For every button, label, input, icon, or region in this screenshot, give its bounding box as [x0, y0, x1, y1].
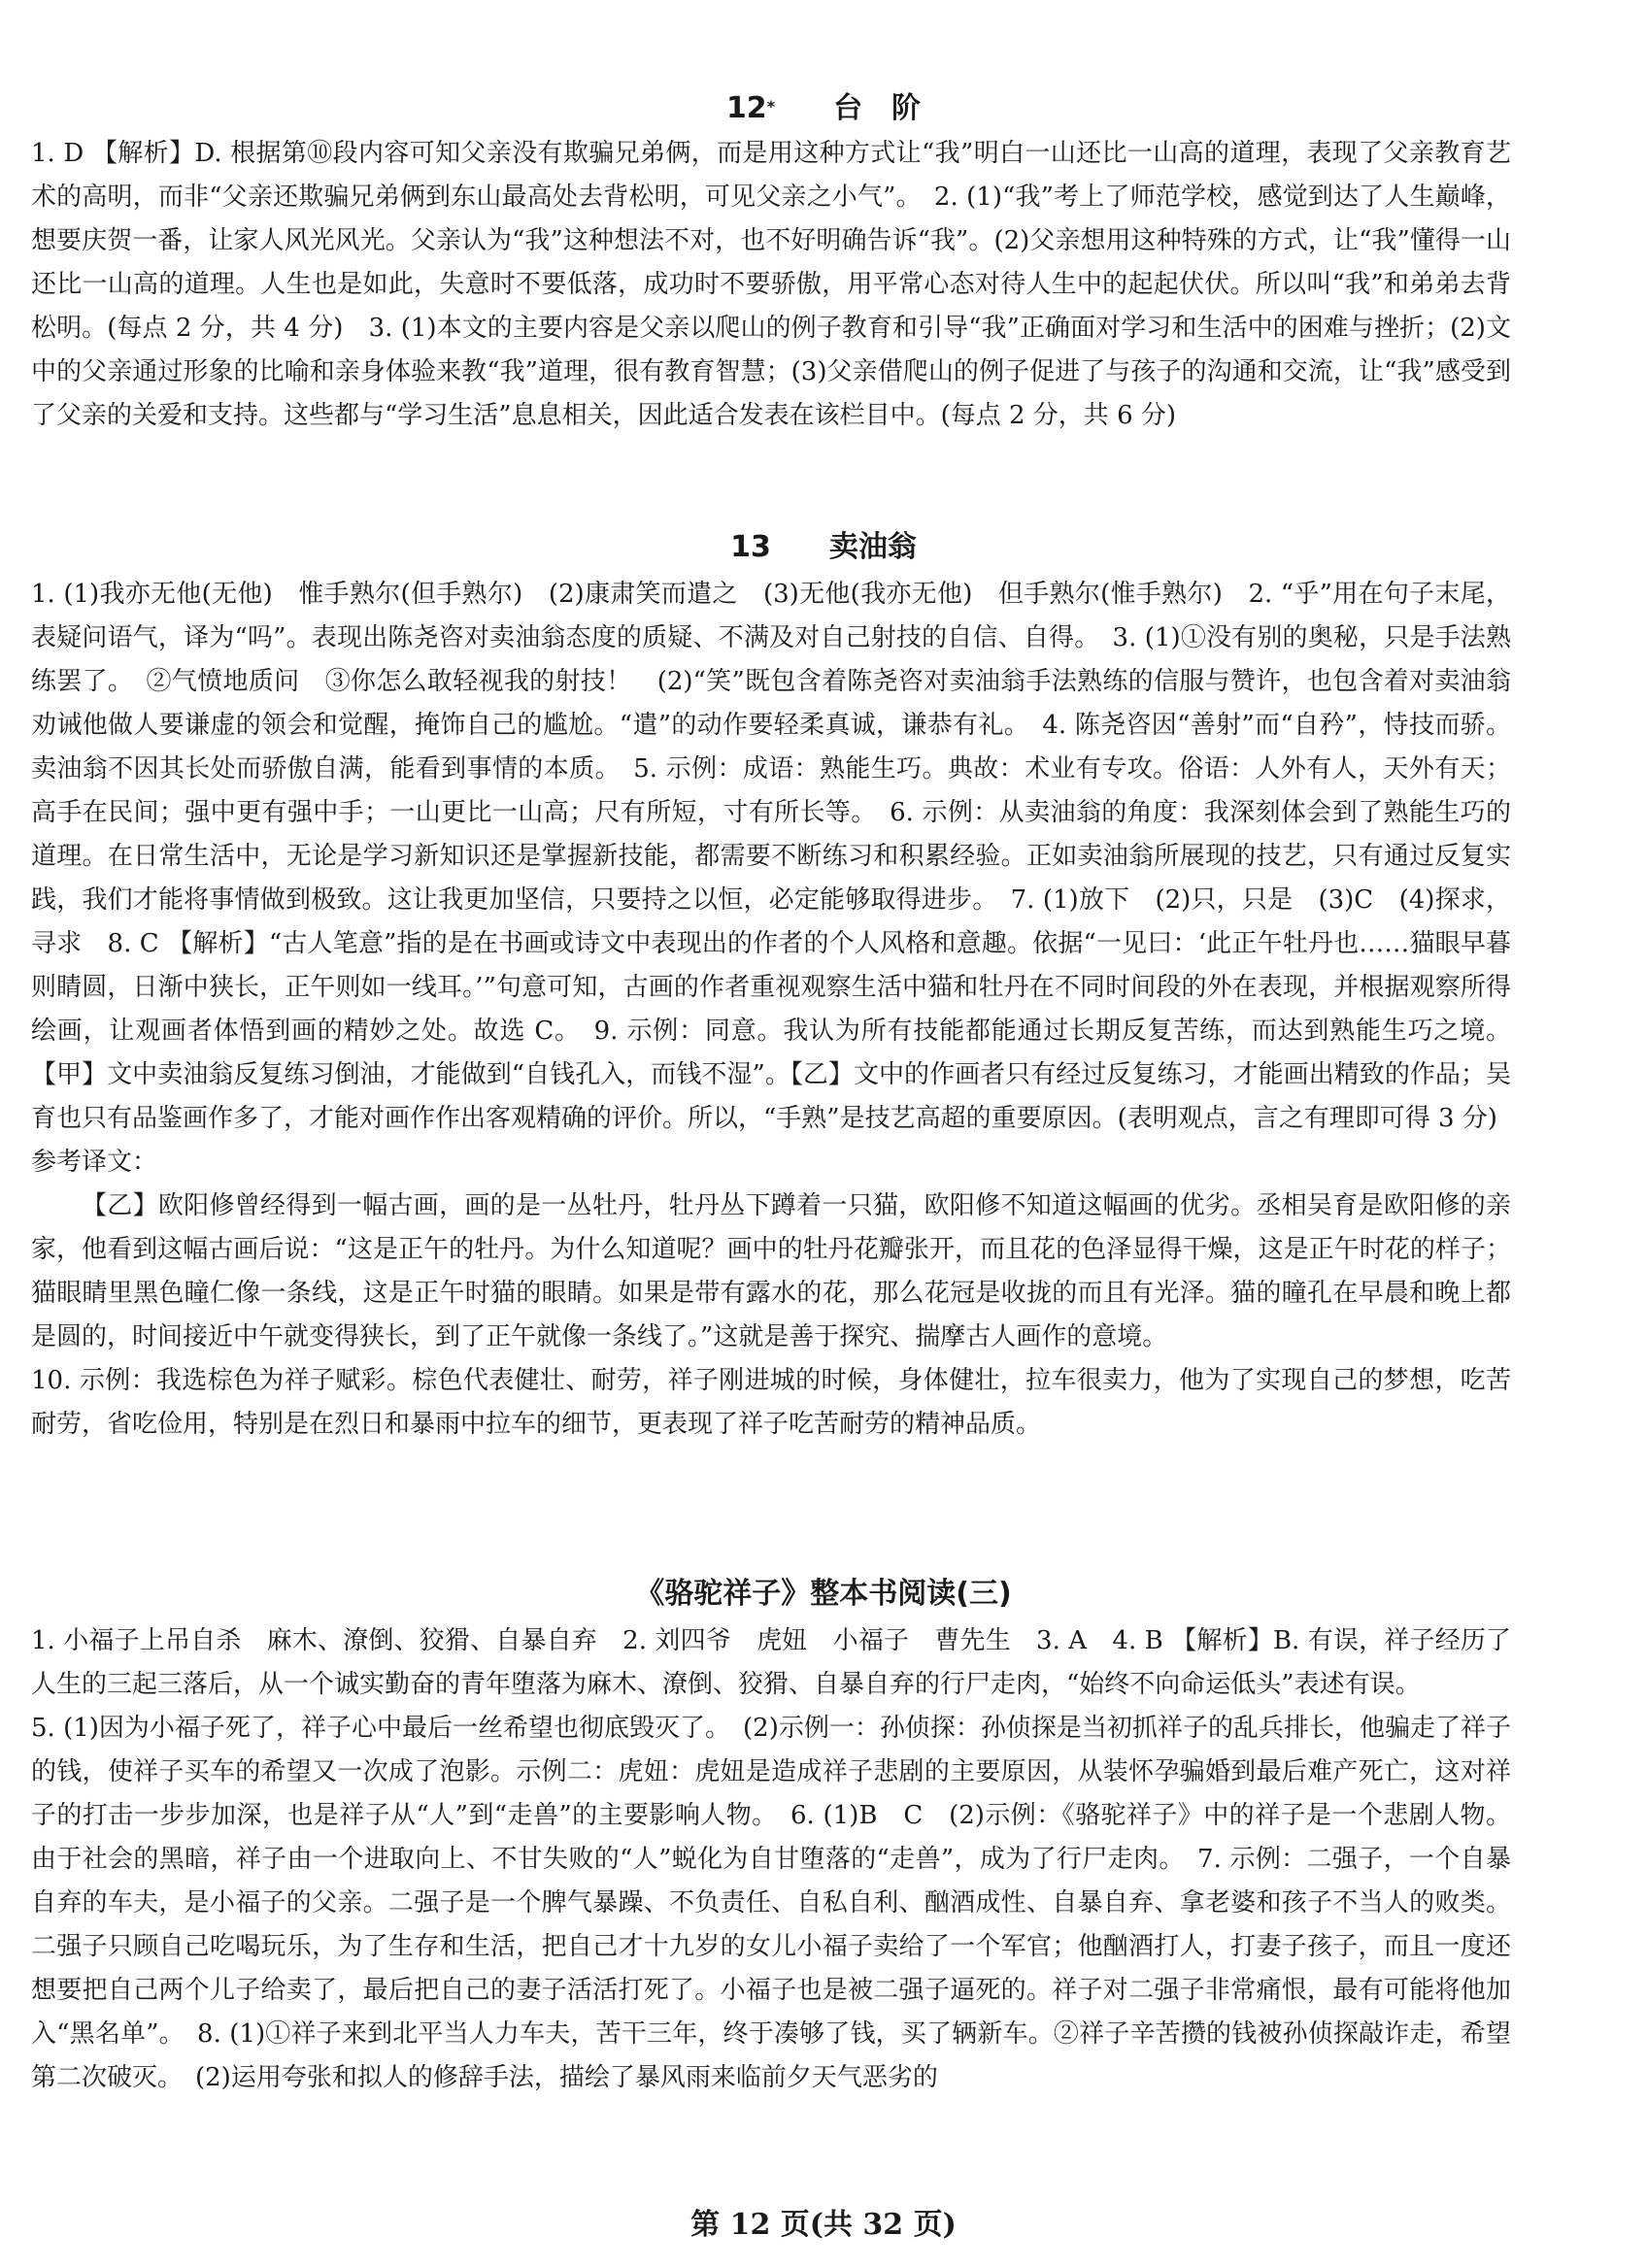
page-footer: 第 12 页(共 32 页): [690, 2208, 957, 2242]
answer-paragraph: 1. D 【解析】D. 根据第⑩段内容可知父亲没有欺骗兄弟俩，而是用这种方式让“我”明白一山还比一山高的道理，表现了父亲教育艺术的高明，而非“父亲还欺骗兄弟俩到东山最高处去背松明，可见父亲之小气”。 2. (1)“我”考上了师范学校，感觉到达了人生巅峰，想要庆贺一番，让家人风光风光。父亲认为“我”这种想法不对，也不好明确告诉“我”。(2)父亲想用这种特殊的方式，让“我”懂得一山还比一山高的道理。人生也是如此，失意时不要低落，成功时不要骄傲，用平常心态对待人生中的起起伏伏。所以叫“我”和弟弟去背松明。(每点 2 分，共 4 分) 3. (1)本文的主要内容是父亲以爬山的例子教育和引导“我”正确面对学习和生活中的困难与挫折；(2)文中的父亲通过形象的比喻和亲身体验来教“我”道理，很有教育智慧；(3)父亲借爬山的例子促进了与孩子的沟通和交流，让“我”感受到了父亲的关爱和支持。这些都与“学习生活”息息相关，因此适合发表在该栏目中。(每点 2 分，共 6 分): [31, 139, 1511, 430]
section-title-camel-xiangzi: [0, 1575, 1647, 1614]
answer-paragraph: 5. (1)因为小福子死了，祥子心中最后一丝希望也彻底毁灭了。 (2)示例一：孙侦探：孙侦探是当初抓祥子的乱兵排长，他骗走了祥子的钱，使祥子买车的希望又一次成了泡影。示例二：虎妞：虎妞是造成祥子悲剧的主要原因，从装怀孕骗婚到最后难产死亡，这对祥子的打击一步步加深，也是祥子从“人”到“走兽”的主要影响人物。 6. (1)B C (2)示例：《骆驼祥子》中的祥子是一个悲剧人物。由于社会的黑暗，祥子由一个进取向上、不甘失败的“人”蜕化为自甘堕落的“走兽”，成为了行尸走肉。 7. 示例：二强子，一个自暴自弃的车夫，是小福子的父亲。二强子是一个脾气暴躁、不负责任、自私自利、酗酒成性、自暴自弃、拿老婆和孩子不当人的败类。二强子只顾自己吃喝玩乐，为了生存和生活，把自己才十九岁的女儿小福子卖给了一个军官；他酗酒打人，打妻子孩子，而且一度还想要把自己两个儿子给卖了，最后把自己的妻子活活打死了。小福子也是被二强子逼死的。祥子对二强子非常痛恨，最有可能将他加入“黑名单”。 8. (1)①祥子来到北平当人力车夫，苦干三年，终于凑够了钱，买了辆新车。②祥子辛苦攒的钱被孙侦探敲诈走，希望第二次破灭。 (2)运用夸张和拟人的修辞手法，描绘了暴风雨来临前夕天气恶劣的: [31, 1714, 1511, 2092]
section-title-text: 卖油翁: [828, 530, 917, 564]
section-number: 12: [725, 91, 767, 125]
section-title-13: [0, 528, 1647, 567]
answer-paragraph: 10. 示例：我选棕色为祥子赋彩。棕色代表健壮、耐劳，祥子刚进城的时候，身体健壮，拉车很卖力，他为了实现自己的梦想，吃苦耐劳，省吃俭用，特别是在烈日和暴雨中拉车的细节，更表现了祥子吃苦耐劳的精神品质。: [31, 1366, 1511, 1439]
section-title-text: 台 阶: [833, 91, 922, 125]
section-title-12: [0, 89, 1647, 128]
answer-paragraph: 1. (1)我亦无他(无他) 惟手熟尔(但手熟尔) (2)康肃笑而遣之 (3)无他(我亦无他) 但手熟尔(惟手熟尔) 2. “乎”用在句子末尾，表疑问语气，译为“吗”。表现出陈尧咨对卖油翁态度的质疑、不满及对自己射技的自信、自得。 3. (1)①没有别的奥秘，只是手法熟练罢了。 ②气愤地质问 ③你怎么敢轻视我的射技！ (2)“笑”既包含着陈尧咨对卖油翁手法熟练的信服与赞许，也包含着对卖油翁劝诫他做人要谦虚的领会和觉醒，掩饰自己的尴尬。“遣”的动作要轻柔真诚，谦恭有礼。 4. 陈尧咨因“善射”而“自矜”，恃技而骄。卖油翁不因其长处而骄傲自满，能看到事情的本质。 5. 示例：成语：熟能生巧。典故：术业有专攻。俗语：人外有人，天外有天；高手在民间；强中更有强中手；一山更比一山高；尺有所短，寸有所长等。 6. 示例：从卖油翁的角度：我深刻体会到了熟能生巧的道理。在日常生活中，无论是学习新知识还是掌握新技能，都需要不断练习和积累经验。正如卖油翁所展现的技艺，只有通过反复实践，我们才能将事情做到极致。这让我更加坚信，只要持之以恒，必定能够取得进步。 7. (1)放下 (2)只，只是 (3)C (4)探求，寻求 8. C 【解析】“古人笔意”指的是在书画或诗文中表现出的作者的个人风格和意趣。依据“一见曰：‘此正午牡丹也……猫眼早暮则睛圆，日渐中狭长，正午则如一线耳。’”句意可知，古画的作者重视观察生活中猫和牡丹在不同时间段的外在表现，并根据观察所得绘画，让观画者体悟到画的精妙之处。故选 C。 9. 示例：同意。我认为所有技能都能通过长期反复苦练，而达到熟能生巧之境。【甲】文中卖油翁反复练习倒油，才能做到“自钱孔入，而钱不湿”。【乙】文中的作画者只有经过反复练习，才能画出精致的作品；吴育也只有品鉴画作多了，才能对画作作出客观精确的评价。所以，“手熟”是技艺高超的重要原因。(表明观点，言之有理即可得 3 分): [31, 580, 1511, 1133]
translation-paragraph: 【乙】欧阳修曾经得到一幅古画，画的是一丛牡丹，牡丹丛下蹲着一只猫，欧阳修不知道这幅画的优劣。丞相吴育是欧阳修的亲家，他看到这幅古画后说：“这是正午的牡丹。为什么知道呢？画中的牡丹花瓣张开，而且花的色泽显得干燥，这是正午时花的样子；猫眼睛里黑色瞳仁像一条线，这是正午时猫的眼睛。如果是带有露水的花，那么花冠是收拢的而且有光泽。猫的瞳孔在早晨和晚上都是圆的，时间接近中午就变得狭长，到了正午就像一条线了。”这就是善于探究、揣摩古人画作的意境。: [31, 1191, 1511, 1351]
section-body-camel-xiangzi: [31, 1619, 1511, 2100]
section-number: 13: [730, 530, 771, 564]
section-body-12: [31, 132, 1511, 438]
section-title-text: 《骆驼祥子》整本书阅读(三): [635, 1577, 1012, 1611]
section-mark: *: [766, 97, 776, 116]
answer-paragraph: 1. 小福子上吊自杀 麻木、潦倒、狡猾、自暴自弃 2. 刘四爷 虎妞 小福子 曹先生 3. A 4. B 【解析】B. 有误，祥子经历了人生的三起三落后，从一个诚实勤奋的青年堕落为麻木、潦倒、狡猾、自暴自弃的行尸走肉，“始终不向命运低头”表述有误。: [31, 1626, 1511, 1699]
section-body-13: [31, 573, 1511, 1447]
translation-heading: 参考译文：: [31, 1148, 158, 1177]
